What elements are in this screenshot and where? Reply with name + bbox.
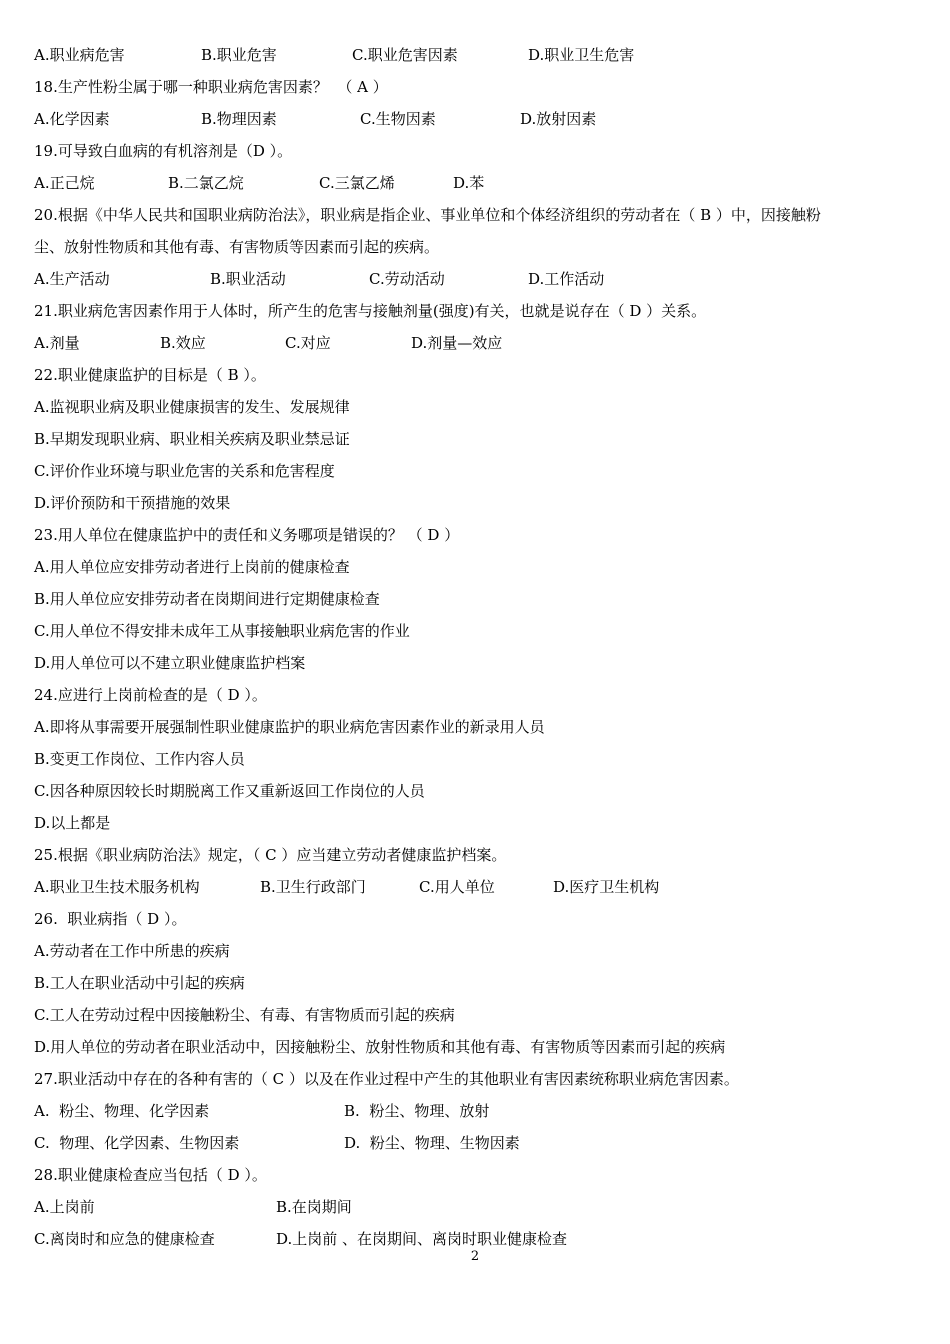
text-line: D.评价预防和干预措施的效果 xyxy=(34,494,231,512)
answer-option: A.正己烷 xyxy=(34,174,95,192)
option-row xyxy=(34,269,914,289)
answer-option: A.职业卫生技术服务机构 xyxy=(34,878,200,896)
text-line: B.工人在职业活动中引起的疾病 xyxy=(34,974,245,992)
option-row xyxy=(34,1101,914,1121)
question-text: 20.根据《中华人民共和国职业病防治法》，职业病是指企业、事业单位和个体经济组织的劳动者在（ B ）中，因接触粉 xyxy=(34,206,821,224)
answer-option: C.用人单位 xyxy=(419,878,495,896)
answer-option: D.工作活动 xyxy=(528,270,605,288)
option-row xyxy=(34,1197,914,1217)
text-line: D.用人单位的劳动者在职业活动中，因接触粉尘、放射性物质和其他有毒、有害物质等因素而引起的疾病 xyxy=(34,1038,726,1056)
text-line: B.用人单位应安排劳动者在岗期间进行定期健康检查 xyxy=(34,590,380,608)
answer-option: B.二氯乙烷 xyxy=(168,174,244,192)
answer-option: A.化学因素 xyxy=(34,110,110,128)
option-row xyxy=(34,877,914,897)
page-number: 2 xyxy=(470,1249,480,1264)
answer-option: D.职业卫生危害 xyxy=(528,46,635,64)
answer-option: D.苯 xyxy=(453,174,485,192)
answer-option: A. 粉尘、物理、化学因素 xyxy=(34,1102,210,1120)
answer-option: A.职业病危害 xyxy=(34,46,125,64)
answer-option: B.职业活动 xyxy=(210,270,286,288)
question-text: 23.用人单位在健康监护中的责任和义务哪项是错误的？ （ D ） xyxy=(34,526,460,544)
answer-option: D. 粉尘、物理、生物因素 xyxy=(344,1134,520,1152)
answer-option: D.剂量—效应 xyxy=(411,334,503,352)
text-line: A.劳动者在工作中所患的疾病 xyxy=(34,942,230,960)
option-row xyxy=(34,333,914,353)
option-row xyxy=(34,1133,914,1153)
answer-option: C. 物理、化学因素、生物因素 xyxy=(34,1134,240,1152)
text-line: A.监视职业病及职业健康损害的发生、发展规律 xyxy=(34,398,350,416)
option-row xyxy=(34,173,914,193)
text-line: B.变更工作岗位、工作内容人员 xyxy=(34,750,245,768)
answer-option: C.劳动活动 xyxy=(369,270,445,288)
question-text: 21.职业病危害因素作用于人体时，所产生的危害与接触剂量(强度)有关，也就是说存在（ D ）关系。 xyxy=(34,302,707,320)
answer-option: A.生产活动 xyxy=(34,270,110,288)
text-line: D.以上都是 xyxy=(34,814,111,832)
text-line: C.因各种原因较长时期脱离工作又重新返回工作岗位的人员 xyxy=(34,782,425,800)
question-text: 18.生产性粉尘属于哪一种职业病危害因素？ （ A ） xyxy=(34,78,388,96)
option-row xyxy=(34,45,914,65)
answer-option: D.医疗卫生机构 xyxy=(553,878,660,896)
text-line: C.评价作业环境与职业危害的关系和危害程度 xyxy=(34,462,335,480)
answer-option: A.剂量 xyxy=(34,334,80,352)
question-text: 22.职业健康监护的目标是（ B ）。 xyxy=(34,366,266,384)
question-text: 27.职业活动中存在的各种有害的（ C ）以及在作业过程中产生的其他职业有害因素统称职业病危害因素。 xyxy=(34,1070,739,1088)
option-row xyxy=(34,1229,914,1249)
answer-option: B.卫生行政部门 xyxy=(260,878,366,896)
answer-option: C.生物因素 xyxy=(360,110,436,128)
text-line: D.用人单位可以不建立职业健康监护档案 xyxy=(34,654,306,672)
text-line: A.用人单位应安排劳动者进行上岗前的健康检查 xyxy=(34,558,350,576)
text-line: A.即将从事需要开展强制性职业健康监护的职业病危害因素作业的新录用人员 xyxy=(34,718,545,736)
question-text: 19.可导致白血病的有机溶剂是（D ）。 xyxy=(34,142,293,160)
question-text: 28.职业健康检查应当包括（ D ）。 xyxy=(34,1166,267,1184)
text-line: 尘、放射性物质和其他有毒、有害物质等因素而引起的疾病。 xyxy=(34,238,440,256)
answer-option: B.效应 xyxy=(160,334,206,352)
option-row xyxy=(34,109,914,129)
answer-option: B.在岗期间 xyxy=(276,1198,352,1216)
text-line: C.工人在劳动过程中因接触粉尘、有毒、有害物质而引起的疾病 xyxy=(34,1006,455,1024)
answer-option: B.物理因素 xyxy=(201,110,277,128)
answer-option: C.对应 xyxy=(285,334,331,352)
text-line: C.用人单位不得安排未成年工从事接触职业病危害的作业 xyxy=(34,622,410,640)
text-line: B.早期发现职业病、职业相关疾病及职业禁忌证 xyxy=(34,430,350,448)
question-text: 26. 职业病指（ D ）。 xyxy=(34,910,187,928)
answer-option: D.上岗前 、在岗期间、离岗时职业健康检查 xyxy=(276,1230,568,1248)
answer-option: B.职业危害 xyxy=(201,46,277,64)
answer-option: C.职业危害因素 xyxy=(352,46,458,64)
answer-option: D.放射因素 xyxy=(520,110,597,128)
answer-option: C.三氯乙烯 xyxy=(319,174,395,192)
answer-option: C.离岗时和应急的健康检查 xyxy=(34,1230,215,1248)
answer-option: B. 粉尘、物理、放射 xyxy=(344,1102,490,1120)
answer-option: A.上岗前 xyxy=(34,1198,95,1216)
question-text: 25.根据《职业病防治法》规定，（ C ）应当建立劳动者健康监护档案。 xyxy=(34,846,507,864)
question-text: 24.应进行上岗前检查的是（ D ）。 xyxy=(34,686,267,704)
